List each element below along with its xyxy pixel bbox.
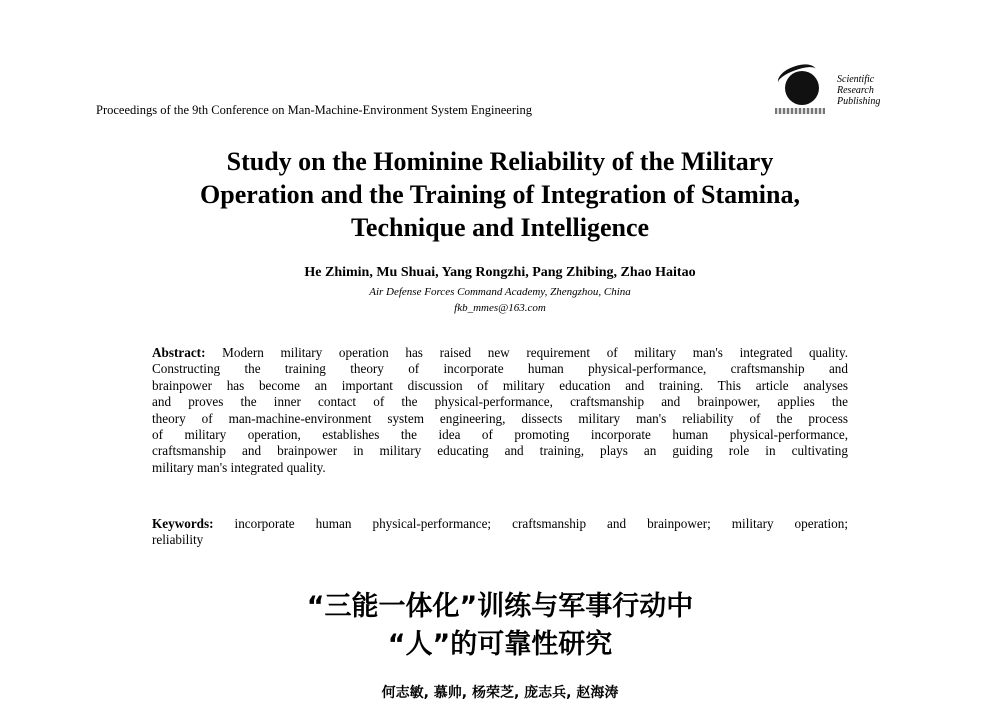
title-line: Technique and Intelligence (350, 213, 650, 242)
chinese-title (100, 588, 900, 664)
abstract-line: Constructing the training theory of incorporate human physical-performance, craftsmanship and (152, 361, 848, 377)
publisher-logo (775, 66, 900, 118)
proceedings-header: Proceedings of the 9th Conference on Man-Machine-Environment System Engineering (96, 103, 532, 117)
abstract-label: Abstract: (152, 345, 206, 360)
abstract-line: Modern military operation has raised new requirement of military man's integrated quality. (222, 345, 849, 360)
logo-line: Research (837, 85, 874, 96)
logo-text (837, 74, 880, 107)
abstract-line: and proves the inner contact of the physical-performance, craftsmanship and brainpower, applies the (152, 394, 848, 410)
authors: He Zhimin, Mu Shuai, Yang Rongzhi, Pang Zhibing, Zhao Haitao (304, 265, 696, 280)
chinese-authors: 何志敏, 慕帅, 杨荣芝, 庞志兵, 赵海涛 (381, 685, 619, 701)
title-line: Operation and the Training of Integration of Stamina, (200, 180, 800, 209)
abstract-line: military man's integrated quality. (152, 459, 326, 475)
chinese-title-line: “人”的可靠性研究 (387, 629, 613, 660)
abstract (152, 345, 848, 476)
affiliation: Air Defense Forces Command Academy, Zhengzhou, China (369, 286, 631, 298)
logo-line: Scientific (837, 74, 875, 85)
abstract-line: theory of man-machine-environment system engineering, dissects military man's reliability of the process (152, 410, 848, 426)
keywords-line: reliability (152, 532, 204, 548)
email: fkb_mmes@163.com (454, 302, 546, 314)
paper-title (100, 145, 900, 244)
abstract-line: craftsmanship and brainpower in military educating and training, plays an guiding role in cultivating (152, 443, 848, 459)
book-base-icon (775, 108, 825, 114)
abstract-line: of military operation, establishes the idea of promoting incorporate human physical-performance, (152, 427, 848, 443)
keywords (152, 516, 848, 549)
keywords-line: incorporate human physical-performance; craftsmanship and brainpower; military operation; (234, 516, 849, 531)
abstract-line: brainpower has become an important discussion of military education and training. This article analyses (152, 377, 848, 393)
chinese-title-line: “三能一体化”训练与军事行动中 (306, 591, 694, 622)
keywords-label: Keywords: (152, 516, 214, 531)
title-line: Study on the Hominine Reliability of the Military (226, 147, 774, 176)
logo-line: Publishing (837, 96, 881, 107)
